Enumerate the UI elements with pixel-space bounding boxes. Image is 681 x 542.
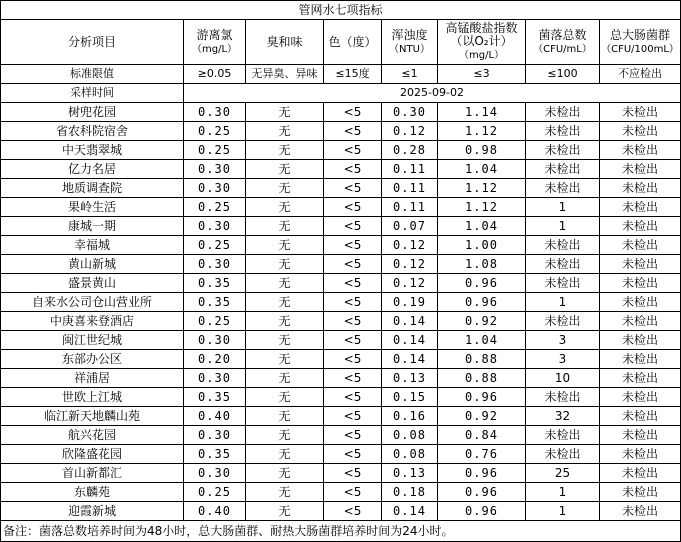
header-bacteria — [526, 20, 600, 65]
cell-permanganate: 1.04 — [438, 331, 526, 350]
cell-coliform: 未检出 — [600, 464, 681, 483]
cell-odor: 无 — [246, 103, 324, 122]
cell-chlorine: 0.25 — [184, 312, 246, 331]
table-title: 管网水七项指标 — [1, 1, 681, 20]
cell-chlorine: 0.40 — [184, 407, 246, 426]
table-row — [1, 388, 681, 407]
cell-color: <5 — [324, 274, 382, 293]
header-coliform — [600, 20, 681, 65]
cell-color: <5 — [324, 160, 382, 179]
cell-odor: 无 — [246, 217, 324, 236]
limit-chlorine: ≥0.05 — [184, 65, 246, 84]
cell-coliform: 未检出 — [600, 255, 681, 274]
cell-turbidity: 0.12 — [382, 274, 438, 293]
cell-site: 首山新都汇 — [1, 464, 184, 483]
cell-turbidity: 0.18 — [382, 483, 438, 502]
cell-odor: 无 — [246, 236, 324, 255]
cell-site: 康城一期 — [1, 217, 184, 236]
cell-chlorine: 0.40 — [184, 502, 246, 521]
cell-bacteria: 未检出 — [526, 122, 600, 141]
cell-site: 祥浦居 — [1, 369, 184, 388]
header-odor: 臭和味 — [246, 20, 324, 65]
cell-permanganate: 0.88 — [438, 350, 526, 369]
cell-permanganate: 1.12 — [438, 122, 526, 141]
limit-bacteria: ≤100 — [526, 65, 600, 84]
cell-chlorine: 0.35 — [184, 274, 246, 293]
cell-site: 欣隆盛花园 — [1, 445, 184, 464]
cell-permanganate: 0.98 — [438, 141, 526, 160]
cell-bacteria: 未检出 — [526, 274, 600, 293]
cell-chlorine: 0.25 — [184, 198, 246, 217]
cell-site: 航兴花园 — [1, 426, 184, 445]
header-coliform-name: 总大肠菌群 — [610, 27, 671, 42]
note-row — [1, 521, 681, 542]
cell-coliform: 未检出 — [600, 312, 681, 331]
cell-coliform: 未检出 — [600, 426, 681, 445]
header-chlorine-name: 游离氯 — [196, 27, 233, 42]
cell-turbidity: 0.14 — [382, 502, 438, 521]
cell-coliform: 未检出 — [600, 483, 681, 502]
cell-coliform: 未检出 — [600, 122, 681, 141]
table-row — [1, 103, 681, 122]
table-row — [1, 217, 681, 236]
cell-odor: 无 — [246, 160, 324, 179]
cell-bacteria: 未检出 — [526, 445, 600, 464]
cell-bacteria: 3 — [526, 350, 600, 369]
table-row — [1, 274, 681, 293]
cell-chlorine: 0.20 — [184, 350, 246, 369]
table-row — [1, 122, 681, 141]
footnote: 备注：菌落总数培养时间为48小时，总大肠菌群、耐热大肠菌群培养时间为24小时。 — [1, 521, 681, 542]
cell-turbidity: 0.14 — [382, 331, 438, 350]
cell-turbidity: 0.14 — [382, 312, 438, 331]
cell-odor: 无 — [246, 464, 324, 483]
cell-chlorine: 0.35 — [184, 388, 246, 407]
cell-turbidity: 0.12 — [382, 255, 438, 274]
cell-odor: 无 — [246, 179, 324, 198]
cell-chlorine: 0.35 — [184, 445, 246, 464]
title-row — [1, 1, 681, 20]
limit-color: ≤15度 — [324, 65, 382, 84]
cell-site: 地质调查院 — [1, 179, 184, 198]
cell-odor: 无 — [246, 312, 324, 331]
cell-coliform: 未检出 — [600, 179, 681, 198]
cell-odor: 无 — [246, 502, 324, 521]
cell-chlorine: 0.30 — [184, 331, 246, 350]
cell-odor: 无 — [246, 369, 324, 388]
cell-chlorine: 0.25 — [184, 122, 246, 141]
cell-chlorine: 0.30 — [184, 179, 246, 198]
cell-site: 世欧上江城 — [1, 388, 184, 407]
cell-chlorine: 0.30 — [184, 217, 246, 236]
cell-permanganate: 0.96 — [438, 388, 526, 407]
cell-odor: 无 — [246, 255, 324, 274]
cell-color: <5 — [324, 255, 382, 274]
cell-bacteria: 1 — [526, 293, 600, 312]
cell-permanganate: 0.92 — [438, 312, 526, 331]
cell-coliform: 未检出 — [600, 350, 681, 369]
header-coliform-unit: （CFU/100mL） — [601, 43, 679, 55]
cell-bacteria: 未检出 — [526, 236, 600, 255]
header-permanganate-unit: （mg/L） — [458, 50, 505, 61]
table-row — [1, 464, 681, 483]
table-row — [1, 141, 681, 160]
cell-bacteria: 未检出 — [526, 141, 600, 160]
sampling-row — [1, 84, 681, 103]
cell-turbidity: 0.28 — [382, 141, 438, 160]
table-row — [1, 502, 681, 521]
cell-color: <5 — [324, 103, 382, 122]
cell-bacteria: 未检出 — [526, 103, 600, 122]
cell-coliform: 未检出 — [600, 103, 681, 122]
table-row — [1, 179, 681, 198]
cell-coliform: 未检出 — [600, 236, 681, 255]
limit-odor: 无异臭、异味 — [246, 65, 324, 84]
cell-coliform: 未检出 — [600, 369, 681, 388]
cell-chlorine: 0.30 — [184, 255, 246, 274]
cell-site: 自来水公司仓山营业所 — [1, 293, 184, 312]
cell-coliform: 未检出 — [600, 217, 681, 236]
cell-turbidity: 0.19 — [382, 293, 438, 312]
cell-color: <5 — [324, 179, 382, 198]
cell-permanganate: 1.14 — [438, 103, 526, 122]
cell-bacteria: 3 — [526, 331, 600, 350]
cell-permanganate: 1.08 — [438, 255, 526, 274]
cell-site: 省农科院宿舍 — [1, 122, 184, 141]
cell-chlorine: 0.30 — [184, 464, 246, 483]
cell-bacteria: 未检出 — [526, 312, 600, 331]
cell-bacteria: 未检出 — [526, 426, 600, 445]
cell-coliform: 未检出 — [600, 198, 681, 217]
cell-site: 东部办公区 — [1, 350, 184, 369]
cell-odor: 无 — [246, 331, 324, 350]
header-turbidity-name: 浑浊度 — [391, 27, 428, 42]
cell-turbidity: 0.30 — [382, 103, 438, 122]
cell-bacteria: 未检出 — [526, 179, 600, 198]
cell-chlorine: 0.30 — [184, 369, 246, 388]
cell-permanganate: 1.12 — [438, 198, 526, 217]
cell-permanganate: 0.96 — [438, 464, 526, 483]
cell-odor: 无 — [246, 122, 324, 141]
cell-permanganate: 0.84 — [438, 426, 526, 445]
cell-chlorine: 0.35 — [184, 293, 246, 312]
cell-color: <5 — [324, 407, 382, 426]
cell-color: <5 — [324, 369, 382, 388]
cell-bacteria: 1 — [526, 483, 600, 502]
cell-coliform: 未检出 — [600, 445, 681, 464]
cell-site: 黄山新城 — [1, 255, 184, 274]
cell-site: 盛景黄山 — [1, 274, 184, 293]
cell-permanganate: 0.76 — [438, 445, 526, 464]
cell-chlorine: 0.25 — [184, 236, 246, 255]
cell-site: 树兜花园 — [1, 103, 184, 122]
cell-coliform: 未检出 — [600, 502, 681, 521]
cell-color: <5 — [324, 141, 382, 160]
limits-row — [1, 65, 681, 84]
cell-permanganate: 0.96 — [438, 274, 526, 293]
limits-label: 标准限值 — [1, 65, 184, 84]
cell-odor: 无 — [246, 445, 324, 464]
table-row — [1, 312, 681, 331]
header-permanganate — [438, 20, 526, 65]
cell-color: <5 — [324, 502, 382, 521]
cell-color: <5 — [324, 388, 382, 407]
cell-turbidity: 0.11 — [382, 179, 438, 198]
cell-chlorine: 0.25 — [184, 141, 246, 160]
cell-permanganate: 0.92 — [438, 407, 526, 426]
cell-odor: 无 — [246, 483, 324, 502]
cell-turbidity: 0.14 — [382, 350, 438, 369]
cell-site: 闽江世纪城 — [1, 331, 184, 350]
cell-permanganate: 1.12 — [438, 179, 526, 198]
cell-color: <5 — [324, 312, 382, 331]
cell-bacteria: 未检出 — [526, 255, 600, 274]
table-row — [1, 483, 681, 502]
table-row — [1, 255, 681, 274]
cell-bacteria: 10 — [526, 369, 600, 388]
header-row — [1, 20, 681, 65]
sampling-date: 2025-09-02 — [184, 84, 681, 103]
table-row — [1, 407, 681, 426]
header-chlorine-unit: （mg/L） — [191, 43, 238, 55]
cell-permanganate: 0.96 — [438, 293, 526, 312]
limit-coliform: 不应检出 — [600, 65, 681, 84]
cell-color: <5 — [324, 483, 382, 502]
header-item: 分析项目 — [1, 20, 184, 65]
header-color: 色（度） — [324, 20, 382, 65]
cell-permanganate: 1.04 — [438, 160, 526, 179]
cell-permanganate: 0.88 — [438, 369, 526, 388]
table-row — [1, 350, 681, 369]
cell-turbidity: 0.12 — [382, 236, 438, 255]
limit-permanganate: ≤3 — [438, 65, 526, 84]
cell-permanganate: 1.00 — [438, 236, 526, 255]
cell-color: <5 — [324, 293, 382, 312]
cell-odor: 无 — [246, 426, 324, 445]
cell-coliform: 未检出 — [600, 274, 681, 293]
cell-color: <5 — [324, 217, 382, 236]
cell-coliform: 未检出 — [600, 331, 681, 350]
cell-site: 迎霞新城 — [1, 502, 184, 521]
cell-permanganate: 1.04 — [438, 217, 526, 236]
cell-site: 中天翡翠城 — [1, 141, 184, 160]
cell-color: <5 — [324, 464, 382, 483]
cell-turbidity: 0.16 — [382, 407, 438, 426]
header-bacteria-unit: （CFU/mL） — [533, 43, 592, 55]
header-bacteria-name: 菌落总数 — [538, 27, 587, 42]
cell-bacteria: 25 — [526, 464, 600, 483]
cell-color: <5 — [324, 236, 382, 255]
cell-coliform: 未检出 — [600, 160, 681, 179]
cell-chlorine: 0.25 — [184, 483, 246, 502]
cell-site: 幸福城 — [1, 236, 184, 255]
cell-color: <5 — [324, 122, 382, 141]
cell-bacteria: 未检出 — [526, 388, 600, 407]
cell-odor: 无 — [246, 350, 324, 369]
table-row — [1, 445, 681, 464]
header-turbidity — [382, 20, 438, 65]
header-turbidity-unit: （NTU） — [389, 43, 430, 55]
cell-bacteria: 1 — [526, 198, 600, 217]
table-row — [1, 369, 681, 388]
table-row — [1, 293, 681, 312]
cell-site: 果岭生活 — [1, 198, 184, 217]
cell-turbidity: 0.07 — [382, 217, 438, 236]
limit-turbidity: ≤1 — [382, 65, 438, 84]
cell-turbidity: 0.11 — [382, 160, 438, 179]
cell-coliform: 未检出 — [600, 293, 681, 312]
table-row — [1, 198, 681, 217]
cell-turbidity: 0.15 — [382, 388, 438, 407]
cell-odor: 无 — [246, 407, 324, 426]
cell-site: 亿力名居 — [1, 160, 184, 179]
table-row — [1, 160, 681, 179]
header-chlorine — [184, 20, 246, 65]
cell-odor: 无 — [246, 293, 324, 312]
cell-turbidity: 0.08 — [382, 445, 438, 464]
cell-coliform: 未检出 — [600, 141, 681, 160]
cell-color: <5 — [324, 331, 382, 350]
table-row — [1, 426, 681, 445]
cell-odor: 无 — [246, 388, 324, 407]
cell-chlorine: 0.30 — [184, 103, 246, 122]
cell-turbidity: 0.08 — [382, 426, 438, 445]
cell-coliform: 未检出 — [600, 407, 681, 426]
cell-permanganate: 0.96 — [438, 483, 526, 502]
cell-turbidity: 0.13 — [382, 464, 438, 483]
cell-bacteria: 32 — [526, 407, 600, 426]
table-row — [1, 236, 681, 255]
sampling-label: 采样时间 — [1, 84, 184, 103]
cell-site: 中庚喜来登酒店 — [1, 312, 184, 331]
cell-color: <5 — [324, 445, 382, 464]
cell-odor: 无 — [246, 274, 324, 293]
cell-permanganate: 0.96 — [438, 502, 526, 521]
table-row — [1, 331, 681, 350]
cell-site: 东麟苑 — [1, 483, 184, 502]
cell-site: 临江新天地麟山苑 — [1, 407, 184, 426]
cell-turbidity: 0.11 — [382, 198, 438, 217]
cell-chlorine: 0.30 — [184, 426, 246, 445]
cell-odor: 无 — [246, 141, 324, 160]
cell-chlorine: 0.30 — [184, 160, 246, 179]
cell-color: <5 — [324, 350, 382, 369]
cell-odor: 无 — [246, 198, 324, 217]
header-permanganate-name: 高锰酸盐指数 — [445, 21, 518, 35]
cell-bacteria: 1 — [526, 217, 600, 236]
cell-coliform: 未检出 — [600, 388, 681, 407]
cell-color: <5 — [324, 198, 382, 217]
header-permanganate-basis: （以O₂计） — [450, 34, 513, 48]
cell-bacteria: 1 — [526, 502, 600, 521]
cell-bacteria: 未检出 — [526, 160, 600, 179]
cell-color: <5 — [324, 426, 382, 445]
cell-turbidity: 0.13 — [382, 369, 438, 388]
cell-turbidity: 0.12 — [382, 122, 438, 141]
